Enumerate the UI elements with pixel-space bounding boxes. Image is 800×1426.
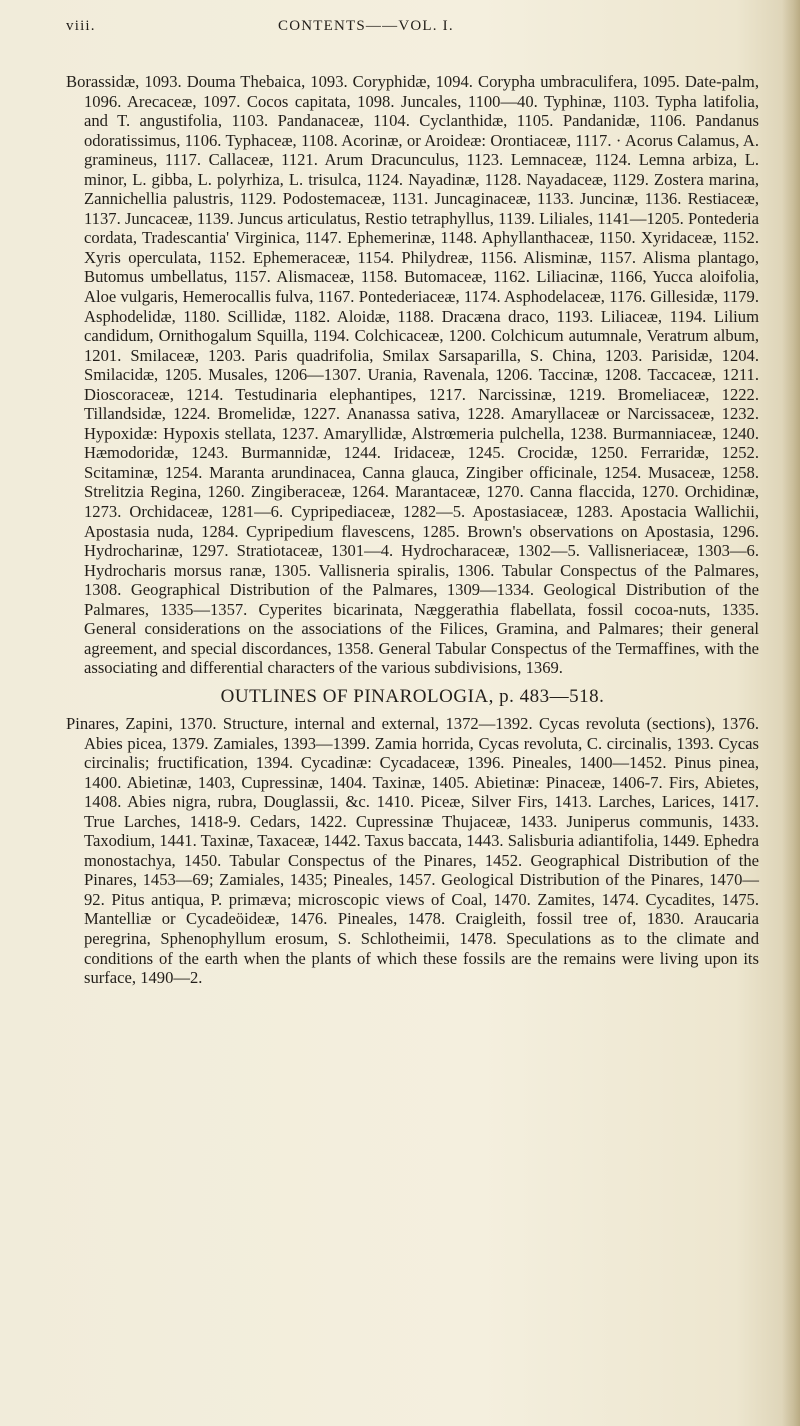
running-header bbox=[66, 18, 756, 44]
section-heading-pinarologia: OUTLINES OF PINAROLOGIA, p. 483—518. bbox=[220, 685, 605, 707]
page-number: viii. bbox=[66, 18, 96, 34]
running-title: CONTENTS——VOL. I. bbox=[278, 18, 454, 34]
page-edge-shadow bbox=[782, 0, 800, 1426]
contents-paragraph-pinares: Pinares, Zapini, 1370. Structure, internal and external, 1372—1392. Cycas revoluta (sections), 1376. Abies picea, 1379. Zamiales, 1393—1399. Zamia horrida, Cycas revoluta, C. circinalis, 1393. Cycas circinalis; fructification, 1394. Cycadinæ: Cycadaceæ, 1396. Pineales, 1400—1452. Pinus pinea, 1400. Abietinæ, 1403, Cupressinæ, 1404. Taxinæ, 1405. Abietinæ: Pinaceæ, 1406-7. Firs, Abietes, 1408. Abies nigra, rubra, Douglassii, &c. 1410. Piceæ, Silver Firs, 1413. Larches, Larices, 1417. True Larches, 1418-9. Cedars, 1422. Cupressinæ Thujaceæ, 1433. Juniperus communis, 1433. Taxodium, 1441. Taxinæ, Taxaceæ, 1442. Taxus baccata, 1443. Salisburia adiantifolia, 1449. Ephedra monostachya, 1450. Tabular Conspectus of the Pinares, 1452. Geographical Distribution of the Pinares, 1453—69; Zamiales, 1435; Pineales, 1457. Geological Distribution of the Pinares, 1470—92. Pitus antiqua, P. primæva; microscopic views of Coal, 1470. Zamites, 1474. Cycadites, 1475. Mantelliæ or Cycadeöideæ, 1476. Pineales, 1478. Craigleith, fossil tree of, 1830. Araucaria peregrina, Sphenophyllum erosum, S. Schlotheimii, 1478. Speculations as to the climate and conditions of the earth when the plants of which these fossils are the remains were living upon its surface, 1490—2. bbox=[66, 713, 759, 988]
contents-body bbox=[66, 72, 759, 988]
contents-paragraph-palmares: Borassidæ, 1093. Douma Thebaica, 1093. Coryphidæ, 1094. Corypha umbraculifera, 1095. Date-palm, 1096. Arecaceæ, 1097. Cocos capitata, 1098. Juncales, 1100—40. Typhinæ, 1103. Typha latifolia, and T. angustifolia, 1103. Pandanaceæ, 1104. Cyclanthidæ, 1105. Pandanidæ, 1106. Pandanus odoratissimus, 1106. Typhaceæ, 1108. Acorinæ, or Aroideæ: Orontiaceæ, 1117. · Acorus Calamus, A. gramineus, 1117. Callaceæ, 1121. Arum Dracunculus, 1123. Lemnaceæ, 1124. Lemna arbiza, L. minor, L. gibba, L. polyrhiza, L. trisulca, 1124. Nayadinæ, 1128. Nayadaceæ, 1129. Zostera marina, Zannichellia palustris, 1129. Podostemaceæ, 1131. Juncaginaceæ, 1133. Juncinæ, 1136. Restiaceæ, 1137. Juncaceæ, 1139. Juncus articulatus, Restio tetraphyllus, 1139. Liliales, 1141—1205. Pontederia cordata, Tradescantia' Virginica, 1147. Ephemerinæ, 1148. Aphyllanthaceæ, 1150. Xyridaceæ, 1152. Xyris operculata, 1152. Ephemeraceæ, 1154. Philydreæ, 1156. Alisminæ, 1157. Alisma plantago, Butomus umbellatus, 1157. Alismaceæ, 1158. Butomaceæ, 1162. Liliacinæ, 1166, Yucca aloifolia, Aloe vulgaris, Hemerocallis fulva, 1167. Pontederiaceæ, 1174. Asphodelaceæ, 1176. Gillesidæ, 1179. Asphodelidæ, 1180. Scillidæ, 1182. Aloidæ, 1188. Dracæna draco, 1193. Liliaceæ, 1194. Lilium candidum, Ornithogalum Squilla, 1194. Colchicaceæ, 1200. Colchicum autumnale, Veratrum album, 1201. Smilaceæ, 1203. Paris quadrifolia, Smilax Sarsaparilla, S. China, 1203. Parisidæ, 1204. Smilacidæ, 1205. Musales, 1206—1307. Urania, Ravenala, 1206. Taccinæ, 1208. Taccaceæ, 1211. Dioscoraceæ, 1214. Testudinaria elephantipes, 1217. Narcissinæ, 1219. Bromeliaceæ, 1222. Tillandsidæ, 1224. Bromelidæ, 1227. Ananassa sativa, 1228. Amaryllaceæ or Narcissaceæ, 1232. Hypoxidæ: Hypoxis stellata, 1237. Amaryllidæ, Alstrœmeria pulchella, 1238. Burmanniaceæ, 1240. Hæmodoridæ, 1243. Burmannidæ, 1244. Iridaceæ, 1245. Crocidæ, 1250. Ferraridæ, 1252. Scitaminæ, 1254. Maranta arundinacea, Canna glauca, Zingiber officinale, 1254. Musaceæ, 1258. Strelitzia Regina, 1260. Zingiberaceæ, 1264. Marantaceæ, 1270. Canna flaccida, 1270. Orchidinæ, 1273. Orchidaceæ, 1281—6. Cypripediaceæ, 1282—5. Apostasiaceæ, 1283. Apostacia Wallichii, Apostasia nuda, 1284. Cypripedium flavescens, 1285. Brown's observations on Apostasia, 1296. Hydrocharinæ, 1297. Stratiotaceæ, 1301—4. Hydrocharaceæ, 1302—5. Vallisneriaceæ, 1303—6. Hydrocharis morsus ranæ, 1305. Vallisneria spiralis, 1306. Tabular Conspectus of the Palmares, 1308. Geographical Distribution of the Palmares, 1309—1334. Geological Distribution of the Palmares, 1335—1357. Cyperites bicarinata, Næggerathia flabellata, fossil cocoa-nuts, 1335. General considerations on the associations of the Filices, Gramina, and Palmares; their general agreement, and special discordances, 1358. General Tabular Conspectus of the Termaffines, with the associating and differential characters of the various subdivisions, 1369. bbox=[66, 72, 759, 678]
